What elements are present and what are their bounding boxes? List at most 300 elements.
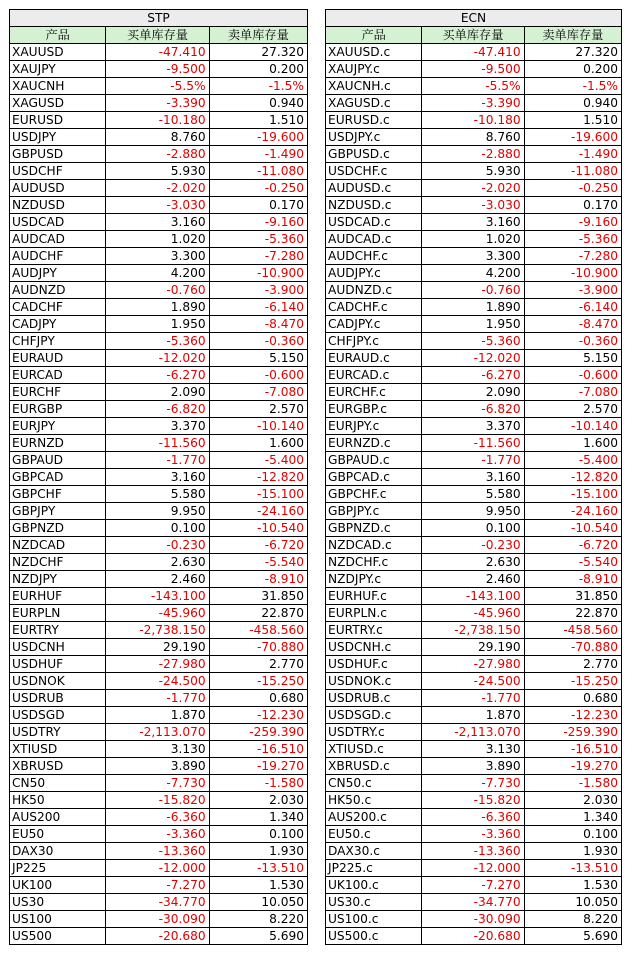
sell-volume-cell: -0.250 <box>209 180 307 197</box>
product-cell: US100.c <box>326 911 422 928</box>
table-row <box>326 826 622 843</box>
table-row <box>10 452 308 469</box>
product-cell: USDJPY <box>10 129 106 146</box>
product-cell: JP225 <box>10 860 106 877</box>
table-row <box>326 384 622 401</box>
sell-volume-cell: -19.270 <box>524 758 621 775</box>
product-cell: XTIUSD <box>10 741 106 758</box>
buy-volume-cell: 5.930 <box>106 163 209 180</box>
product-cell: AUDNZD.c <box>326 282 422 299</box>
sell-volume-cell: -10.140 <box>524 418 621 435</box>
table-row <box>326 605 622 622</box>
table-row <box>10 741 308 758</box>
table-row <box>10 724 308 741</box>
product-cell: XAUUSD.c <box>326 44 422 61</box>
product-cell: EURCHF.c <box>326 384 422 401</box>
sell-volume-cell: 5.150 <box>209 350 307 367</box>
buy-volume-cell: -2.880 <box>422 146 524 163</box>
buy-volume-cell: -13.360 <box>106 843 209 860</box>
sell-volume-cell: -16.510 <box>524 741 621 758</box>
product-cell: USDRUB <box>10 690 106 707</box>
buy-volume-cell: -34.770 <box>422 894 524 911</box>
table-row <box>10 809 308 826</box>
sell-volume-cell: -7.080 <box>524 384 621 401</box>
buy-volume-cell: -30.090 <box>106 911 209 928</box>
buy-volume-cell: 3.300 <box>106 248 209 265</box>
product-cell: USDCHF <box>10 163 106 180</box>
table-row <box>10 843 308 860</box>
table-row <box>326 469 622 486</box>
product-cell: USDTRY.c <box>326 724 422 741</box>
sell-volume-cell: -5.540 <box>209 554 307 571</box>
table-row <box>326 588 622 605</box>
sell-volume-cell: -70.880 <box>524 639 621 656</box>
sell-volume-cell: -1.490 <box>209 146 307 163</box>
table-row <box>326 792 622 809</box>
product-cell: XBRUSD <box>10 758 106 775</box>
buy-volume-cell: 3.300 <box>422 248 524 265</box>
product-cell: UK100.c <box>326 877 422 894</box>
table-row <box>326 724 622 741</box>
sell-volume-cell: -0.600 <box>209 367 307 384</box>
sell-volume-cell: 0.940 <box>209 95 307 112</box>
buy-volume-cell: 0.100 <box>422 520 524 537</box>
sell-volume-cell: -3.900 <box>209 282 307 299</box>
buy-volume-cell: -143.100 <box>422 588 524 605</box>
product-cell: NZDCHF.c <box>326 554 422 571</box>
product-cell: USDTRY <box>10 724 106 741</box>
table-row <box>10 299 308 316</box>
product-cell: EURCAD <box>10 367 106 384</box>
buy-volume-cell: -7.270 <box>106 877 209 894</box>
buy-volume-cell: -20.680 <box>422 928 524 945</box>
table-row <box>10 656 308 673</box>
sell-volume-cell: 0.170 <box>524 197 621 214</box>
buy-volume-cell: 2.460 <box>106 571 209 588</box>
column-header-row <box>10 27 308 44</box>
buy-volume-cell: -1.770 <box>422 452 524 469</box>
buy-volume-cell: -27.980 <box>106 656 209 673</box>
table-row <box>10 384 308 401</box>
table-row <box>326 622 622 639</box>
product-cell: USDCAD <box>10 214 106 231</box>
sell-volume-cell: 27.320 <box>524 44 621 61</box>
sell-volume-cell: -3.900 <box>524 282 621 299</box>
table-row <box>326 265 622 282</box>
sell-volume-cell: 27.320 <box>209 44 307 61</box>
buy-volume-cell: 1.020 <box>106 231 209 248</box>
table-row <box>10 316 308 333</box>
buy-volume-cell: 29.190 <box>106 639 209 656</box>
product-cell: EURGBP <box>10 401 106 418</box>
sell-volume-cell: -5.540 <box>524 554 621 571</box>
product-cell: EURHUF.c <box>326 588 422 605</box>
product-cell: CADJPY.c <box>326 316 422 333</box>
buy-volume-cell: 1.950 <box>422 316 524 333</box>
sell-volume-cell: -13.510 <box>209 860 307 877</box>
table-row <box>326 282 622 299</box>
product-cell: EU50.c <box>326 826 422 843</box>
sell-volume-cell: -8.910 <box>524 571 621 588</box>
sell-volume-cell: -15.250 <box>524 673 621 690</box>
table-row <box>326 350 622 367</box>
product-cell: CADCHF <box>10 299 106 316</box>
sell-volume-cell: 1.930 <box>209 843 307 860</box>
product-cell: AUS200 <box>10 809 106 826</box>
sell-volume-cell: -7.280 <box>209 248 307 265</box>
product-cell: DAX30 <box>10 843 106 860</box>
sell-volume-cell: 1.930 <box>524 843 621 860</box>
product-cell: XAUCNH <box>10 78 106 95</box>
table-row <box>10 95 308 112</box>
buy-volume-cell: -11.560 <box>106 435 209 452</box>
table-row <box>326 316 622 333</box>
table-row <box>10 928 308 945</box>
table-row <box>10 112 308 129</box>
column-header-row <box>326 27 622 44</box>
sell-volume-cell: -0.600 <box>524 367 621 384</box>
sell-volume-cell: 2.570 <box>209 401 307 418</box>
buy-volume-cell: -2,113.070 <box>106 724 209 741</box>
sell-volume-cell: -10.540 <box>524 520 621 537</box>
product-cell: EURJPY <box>10 418 106 435</box>
sell-volume-cell: 0.100 <box>524 826 621 843</box>
buy-volume-cell: -6.270 <box>106 367 209 384</box>
product-cell: NZDCAD <box>10 537 106 554</box>
product-cell: HK50.c <box>326 792 422 809</box>
table-row <box>10 333 308 350</box>
buy-volume-cell: -6.820 <box>422 401 524 418</box>
table-row <box>326 401 622 418</box>
buy-volume-cell: -3.360 <box>422 826 524 843</box>
buy-volume-cell: -0.760 <box>106 282 209 299</box>
table-row <box>10 537 308 554</box>
buy-volume-cell: -2,738.150 <box>106 622 209 639</box>
table-row <box>10 44 308 61</box>
buy-volume-cell: 3.130 <box>106 741 209 758</box>
sell-volume-cell: -10.900 <box>209 265 307 282</box>
table-row <box>10 486 308 503</box>
table-row <box>326 758 622 775</box>
sell-volume-cell: 5.150 <box>524 350 621 367</box>
buy-volume-cell: 3.890 <box>422 758 524 775</box>
product-cell: AUDCHF.c <box>326 248 422 265</box>
buy-volume-cell: 2.630 <box>106 554 209 571</box>
product-cell: USDJPY.c <box>326 129 422 146</box>
product-cell: USDCNH.c <box>326 639 422 656</box>
sell-volume-cell: 2.770 <box>209 656 307 673</box>
table-row <box>326 690 622 707</box>
buy-volume-cell: 1.020 <box>422 231 524 248</box>
table-row <box>326 639 622 656</box>
buy-volume-cell: -5.360 <box>422 333 524 350</box>
sell-volume-cell: 1.510 <box>524 112 621 129</box>
buy-volume-cell: -47.410 <box>422 44 524 61</box>
table-row <box>10 707 308 724</box>
sell-volume-cell: -0.360 <box>209 333 307 350</box>
product-cell: USDCHF.c <box>326 163 422 180</box>
sell-volume-cell: -24.160 <box>524 503 621 520</box>
sell-volume-cell: 2.030 <box>209 792 307 809</box>
buy-volume-cell: -7.270 <box>422 877 524 894</box>
sell-volume-cell: -70.880 <box>209 639 307 656</box>
product-cell: US500.c <box>326 928 422 945</box>
product-cell: GBPCAD.c <box>326 469 422 486</box>
table-row <box>326 554 622 571</box>
product-cell: USDSGD <box>10 707 106 724</box>
product-cell: USDNOK.c <box>326 673 422 690</box>
column-header-buy-volume: 买单库存量 <box>422 27 524 44</box>
sell-volume-cell: 5.690 <box>209 928 307 945</box>
buy-volume-cell: -3.030 <box>106 197 209 214</box>
sell-volume-cell: -0.360 <box>524 333 621 350</box>
buy-volume-cell: -45.960 <box>106 605 209 622</box>
table-row <box>326 843 622 860</box>
table-row <box>10 860 308 877</box>
buy-volume-cell: -15.820 <box>106 792 209 809</box>
table-row <box>10 214 308 231</box>
product-cell: EURCHF <box>10 384 106 401</box>
buy-volume-cell: 9.950 <box>106 503 209 520</box>
sell-volume-cell: 31.850 <box>209 588 307 605</box>
buy-volume-cell: -7.730 <box>422 775 524 792</box>
sell-volume-cell: 10.050 <box>524 894 621 911</box>
product-cell: XAUUSD <box>10 44 106 61</box>
sell-volume-cell: 8.220 <box>524 911 621 928</box>
buy-volume-cell: 4.200 <box>422 265 524 282</box>
sell-volume-cell: -458.560 <box>209 622 307 639</box>
ecn-table <box>325 9 622 945</box>
buy-volume-cell: 3.370 <box>422 418 524 435</box>
table-title: ECN <box>326 10 622 27</box>
sell-volume-cell: -15.250 <box>209 673 307 690</box>
table-row <box>10 282 308 299</box>
buy-volume-cell: -45.960 <box>422 605 524 622</box>
table-row <box>326 537 622 554</box>
table-row <box>326 486 622 503</box>
table-row <box>10 690 308 707</box>
table-row <box>10 78 308 95</box>
product-cell: US500 <box>10 928 106 945</box>
buy-volume-cell: 3.890 <box>106 758 209 775</box>
table-row <box>10 401 308 418</box>
product-cell: NZDJPY.c <box>326 571 422 588</box>
sell-volume-cell: -19.600 <box>209 129 307 146</box>
buy-volume-cell: 5.930 <box>422 163 524 180</box>
table-row <box>326 44 622 61</box>
table-row <box>10 418 308 435</box>
table-row <box>326 894 622 911</box>
buy-volume-cell: 8.760 <box>422 129 524 146</box>
sell-volume-cell: 0.100 <box>209 826 307 843</box>
sell-volume-cell: 0.680 <box>209 690 307 707</box>
sell-volume-cell: -0.250 <box>524 180 621 197</box>
sell-volume-cell: -10.900 <box>524 265 621 282</box>
table-row <box>326 197 622 214</box>
buy-volume-cell: -20.680 <box>106 928 209 945</box>
table-row <box>326 299 622 316</box>
table-row <box>10 180 308 197</box>
buy-volume-cell: -27.980 <box>422 656 524 673</box>
sell-volume-cell: 10.050 <box>209 894 307 911</box>
buy-volume-cell: -6.270 <box>422 367 524 384</box>
sell-volume-cell: 1.530 <box>209 877 307 894</box>
product-cell: JP225.c <box>326 860 422 877</box>
table-row <box>326 503 622 520</box>
product-cell: US30 <box>10 894 106 911</box>
product-cell: AUDNZD <box>10 282 106 299</box>
sell-volume-cell: -10.540 <box>209 520 307 537</box>
sell-volume-cell: 1.340 <box>524 809 621 826</box>
buy-volume-cell: -1.770 <box>106 690 209 707</box>
table-row <box>326 333 622 350</box>
product-cell: USDHUF.c <box>326 656 422 673</box>
product-cell: AUDUSD <box>10 180 106 197</box>
sell-volume-cell: 8.220 <box>209 911 307 928</box>
sell-volume-cell: 0.200 <box>209 61 307 78</box>
product-cell: GBPCHF <box>10 486 106 503</box>
buy-volume-cell: -5.360 <box>106 333 209 350</box>
table-row <box>326 911 622 928</box>
sell-volume-cell: -5.360 <box>524 231 621 248</box>
column-header-sell-volume: 卖单库存量 <box>524 27 621 44</box>
table-row <box>10 520 308 537</box>
product-cell: DAX30.c <box>326 843 422 860</box>
product-cell: EURUSD.c <box>326 112 422 129</box>
sell-volume-cell: 1.340 <box>209 809 307 826</box>
sell-volume-cell: 2.030 <box>524 792 621 809</box>
table-row <box>10 877 308 894</box>
table-row <box>326 418 622 435</box>
product-cell: US30.c <box>326 894 422 911</box>
table-body <box>10 44 308 945</box>
buy-volume-cell: -6.360 <box>106 809 209 826</box>
product-cell: XAUJPY <box>10 61 106 78</box>
table-row <box>10 894 308 911</box>
product-cell: NZDUSD <box>10 197 106 214</box>
product-cell: CHFJPY.c <box>326 333 422 350</box>
buy-volume-cell: 2.090 <box>106 384 209 401</box>
table-row <box>326 741 622 758</box>
buy-volume-cell: -2,738.150 <box>422 622 524 639</box>
table-row <box>10 435 308 452</box>
buy-volume-cell: 3.160 <box>106 214 209 231</box>
table-row <box>10 469 308 486</box>
table-row <box>10 792 308 809</box>
buy-volume-cell: -3.360 <box>106 826 209 843</box>
product-cell: CN50.c <box>326 775 422 792</box>
buy-volume-cell: 1.870 <box>106 707 209 724</box>
buy-volume-cell: -30.090 <box>422 911 524 928</box>
table-row <box>326 367 622 384</box>
sell-volume-cell: -8.910 <box>209 571 307 588</box>
table-row <box>326 61 622 78</box>
buy-volume-cell: -6.360 <box>422 809 524 826</box>
buy-volume-cell: 1.890 <box>422 299 524 316</box>
product-cell: US100 <box>10 911 106 928</box>
product-cell: USDSGD.c <box>326 707 422 724</box>
sell-volume-cell: -5.400 <box>209 452 307 469</box>
table-row <box>10 146 308 163</box>
buy-volume-cell: -12.020 <box>106 350 209 367</box>
product-cell: CADJPY <box>10 316 106 333</box>
table-row <box>10 826 308 843</box>
product-cell: EURNZD <box>10 435 106 452</box>
table-row <box>10 231 308 248</box>
sell-volume-cell: -13.510 <box>524 860 621 877</box>
sell-volume-cell: -12.820 <box>209 469 307 486</box>
product-cell: EURAUD <box>10 350 106 367</box>
table-row <box>10 673 308 690</box>
table-row <box>326 112 622 129</box>
sell-volume-cell: 1.600 <box>209 435 307 452</box>
buy-volume-cell: -3.390 <box>106 95 209 112</box>
table-row <box>326 180 622 197</box>
product-cell: EURPLN.c <box>326 605 422 622</box>
product-cell: USDCAD.c <box>326 214 422 231</box>
sell-volume-cell: -11.080 <box>209 163 307 180</box>
table-row <box>326 129 622 146</box>
sell-volume-cell: -11.080 <box>524 163 621 180</box>
table-row <box>10 605 308 622</box>
product-cell: XAUJPY.c <box>326 61 422 78</box>
sell-volume-cell: -15.100 <box>524 486 621 503</box>
table-row <box>326 571 622 588</box>
table-row <box>326 231 622 248</box>
buy-volume-cell: -24.500 <box>106 673 209 690</box>
buy-volume-cell: -15.820 <box>422 792 524 809</box>
sell-volume-cell: -19.270 <box>209 758 307 775</box>
table-row <box>326 860 622 877</box>
table-title-row <box>326 10 622 27</box>
product-cell: AUDCHF <box>10 248 106 265</box>
table-row <box>326 809 622 826</box>
table-row <box>10 639 308 656</box>
table-row <box>10 622 308 639</box>
table-row <box>326 214 622 231</box>
table-row <box>326 877 622 894</box>
table-row <box>10 163 308 180</box>
product-cell: EURGBP.c <box>326 401 422 418</box>
table-row <box>326 435 622 452</box>
product-cell: GBPNZD <box>10 520 106 537</box>
buy-volume-cell: -7.730 <box>106 775 209 792</box>
sell-volume-cell: -24.160 <box>209 503 307 520</box>
sell-volume-cell: -5.400 <box>524 452 621 469</box>
product-cell: GBPAUD.c <box>326 452 422 469</box>
product-cell: EURTRY.c <box>326 622 422 639</box>
sell-volume-cell: -15.100 <box>209 486 307 503</box>
product-cell: CADCHF.c <box>326 299 422 316</box>
column-header-buy-volume: 买单库存量 <box>106 27 209 44</box>
product-cell: GBPCHF.c <box>326 486 422 503</box>
sell-volume-cell: -6.720 <box>524 537 621 554</box>
buy-volume-cell: 8.760 <box>106 129 209 146</box>
sell-volume-cell: 22.870 <box>524 605 621 622</box>
buy-volume-cell: -6.820 <box>106 401 209 418</box>
buy-volume-cell: -13.360 <box>422 843 524 860</box>
sell-volume-cell: 2.570 <box>524 401 621 418</box>
buy-volume-cell: -24.500 <box>422 673 524 690</box>
product-cell: USDNOK <box>10 673 106 690</box>
sell-volume-cell: -8.470 <box>524 316 621 333</box>
table-row <box>326 656 622 673</box>
table-row <box>10 265 308 282</box>
product-cell: GBPUSD <box>10 146 106 163</box>
buy-volume-cell: 5.580 <box>422 486 524 503</box>
sell-volume-cell: -19.600 <box>524 129 621 146</box>
table-body <box>326 44 622 945</box>
